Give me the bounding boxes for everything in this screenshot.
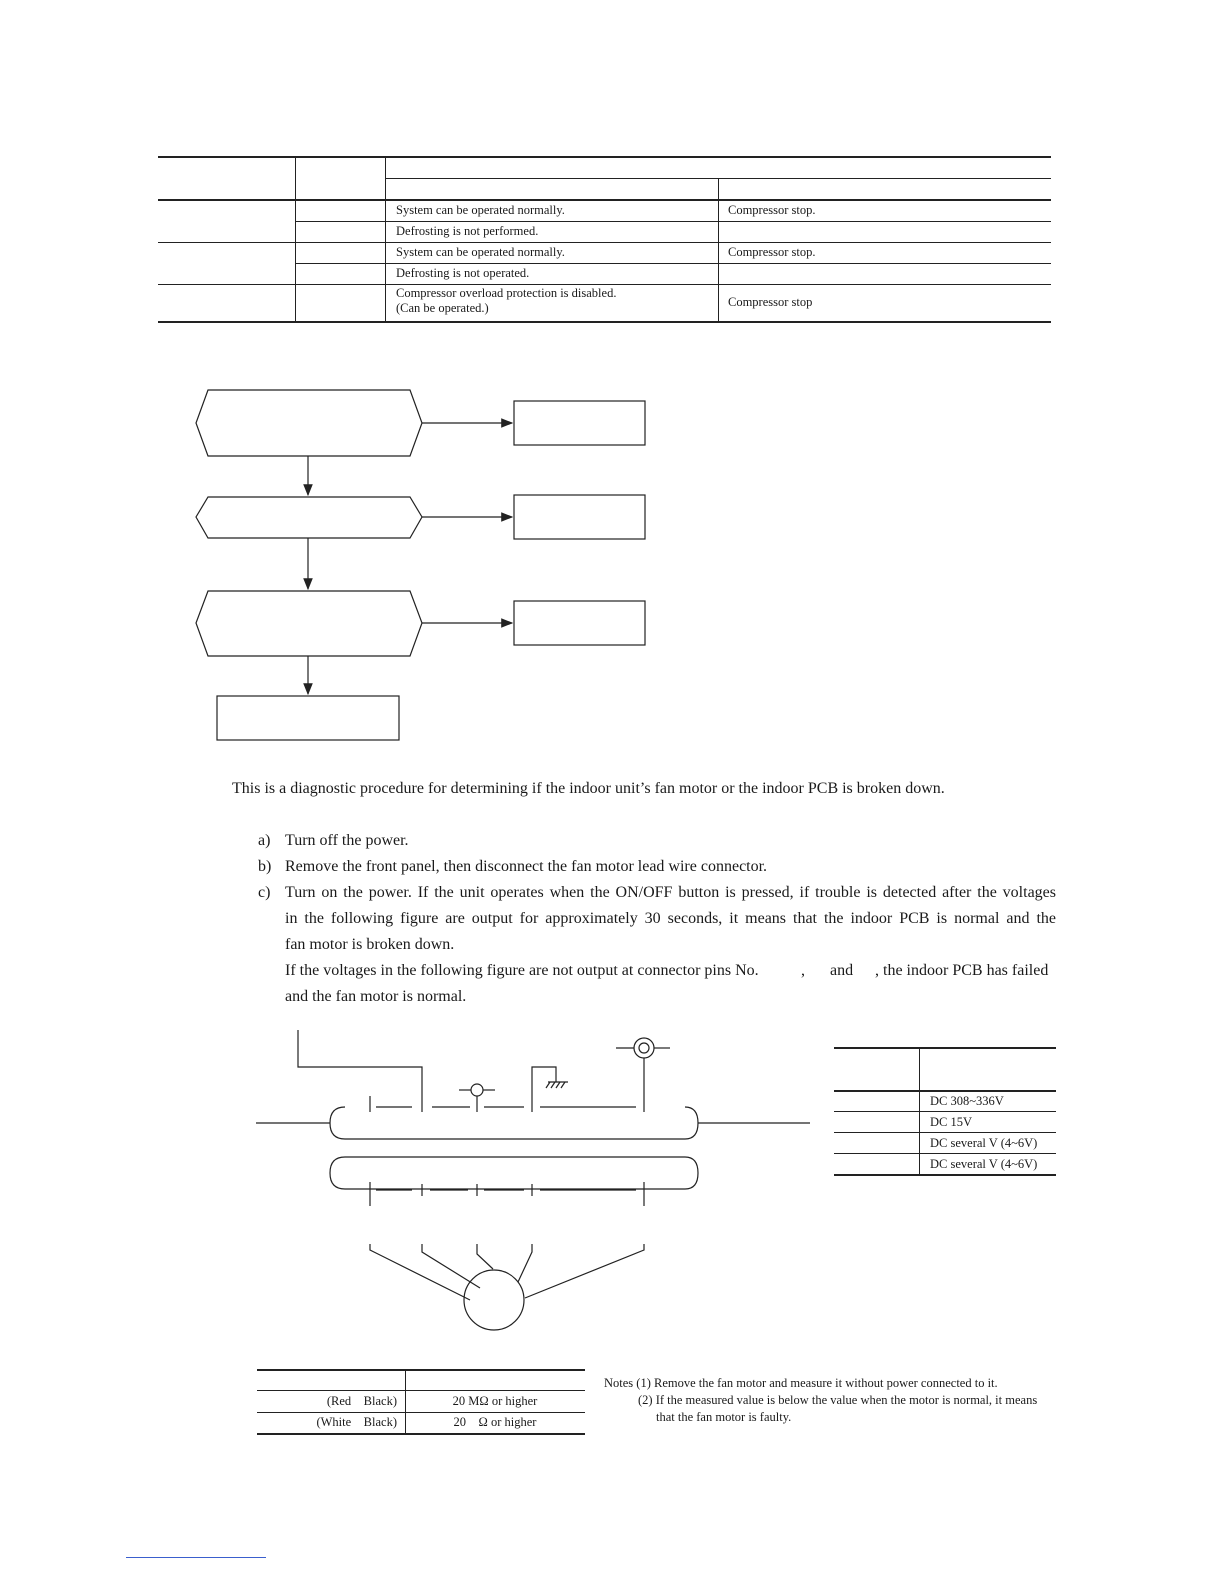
- step-text: fan motor is broken down.: [285, 936, 455, 953]
- motor-lead: [518, 1244, 532, 1282]
- table-divider: [919, 1047, 920, 1175]
- step-text: in the following figure are output for approximately 30 seconds, it means that the indoor PCB is normal and the: [285, 910, 1056, 927]
- decision-box: [196, 497, 422, 538]
- resistance-value: 20 MΩ or higher: [452, 1394, 538, 1408]
- table-rule: [834, 1047, 1056, 1049]
- step-text: ,: [801, 962, 805, 979]
- motor-lead: [525, 1244, 644, 1298]
- step-text: and the fan motor is normal.: [285, 988, 467, 1005]
- table-rule: [257, 1412, 585, 1413]
- notes-line: that the fan motor is faulty.: [656, 1410, 792, 1424]
- step-text: If the voltages in the following figure are not output at connector pins No.: [285, 962, 759, 979]
- table-rule: [834, 1111, 1056, 1112]
- resistor-icon: [471, 1084, 483, 1096]
- table-rule: [257, 1369, 585, 1371]
- table-cell: Compressor stop: [728, 295, 813, 309]
- table-rule: [834, 1090, 1056, 1092]
- table-rule: [834, 1153, 1056, 1154]
- table-rule: [834, 1174, 1056, 1176]
- notes-line: Notes (1) Remove the fan motor and measure it without power connected to it.: [604, 1376, 998, 1390]
- table-cell: System can be operated normally.: [396, 203, 565, 217]
- table-rule: [257, 1390, 585, 1391]
- result-box: [514, 495, 645, 539]
- connector-wiring-diagram: [0, 1020, 830, 1340]
- wire: [298, 1030, 422, 1112]
- table-cell: Defrosting is not operated.: [396, 266, 530, 280]
- wire-pair: (Red Black): [326, 1394, 397, 1408]
- terminal-icon: [634, 1038, 654, 1058]
- step-text: , the indoor PCB has failed: [875, 962, 1049, 979]
- voltage-value: DC several V (4~6V): [930, 1136, 1038, 1150]
- ground-icon: [556, 1082, 560, 1088]
- connector-body: [330, 1157, 698, 1189]
- step-text: Turn off the power.: [285, 832, 409, 849]
- step-marker: a): [258, 832, 271, 849]
- result-box: [514, 601, 645, 645]
- motor-lead: [422, 1244, 480, 1288]
- table-cell: Defrosting is not performed.: [396, 224, 539, 238]
- connector-body: [330, 1107, 698, 1139]
- step-text: and: [830, 962, 854, 979]
- table-cell: System can be operated normally.: [396, 245, 565, 259]
- voltage-value: DC 308~336V: [930, 1094, 1004, 1108]
- motor-lead: [477, 1244, 493, 1269]
- table-cell: (Can be operated.): [396, 301, 489, 315]
- ground-icon: [551, 1082, 555, 1088]
- terminal-icon: [639, 1043, 649, 1053]
- notes-line: (2) If the measured value is below the value when the motor is normal, it means: [638, 1393, 1038, 1407]
- description-text: This is a diagnostic procedure for determining if the indoor unit’s fan motor or the indoor PCB is broken down.: [232, 780, 945, 797]
- step-text: Turn on the power. If the unit operates when the ON/OFF button is pressed, if trouble is detected after the voltages: [285, 884, 1056, 901]
- table-cell: Compressor stop.: [728, 203, 816, 217]
- result-box: [217, 696, 399, 740]
- result-box: [514, 401, 645, 445]
- voltage-value: DC several V (4~6V): [930, 1157, 1038, 1171]
- table-cell: Compressor stop.: [728, 245, 816, 259]
- resistance-value: 20 Ω or higher: [453, 1415, 537, 1429]
- decision-box: [196, 591, 422, 656]
- step-text: Remove the front panel, then disconnect the fan motor lead wire connector.: [285, 858, 768, 875]
- ground-icon: [561, 1082, 565, 1088]
- decision-box: [196, 390, 422, 456]
- diagnostic-flowchart: [0, 0, 1224, 760]
- step-marker: c): [258, 884, 271, 901]
- wire-pair: (White Black): [316, 1415, 397, 1429]
- table-cell: Compressor overload protection is disabled.: [396, 286, 617, 300]
- table-rule: [257, 1433, 585, 1435]
- fan-motor-icon: [464, 1270, 524, 1330]
- step-marker: b): [258, 858, 272, 875]
- ground-icon: [546, 1082, 550, 1088]
- footer-rule: [126, 1557, 266, 1558]
- voltage-value: DC 15V: [930, 1115, 973, 1129]
- table-rule: [834, 1132, 1056, 1133]
